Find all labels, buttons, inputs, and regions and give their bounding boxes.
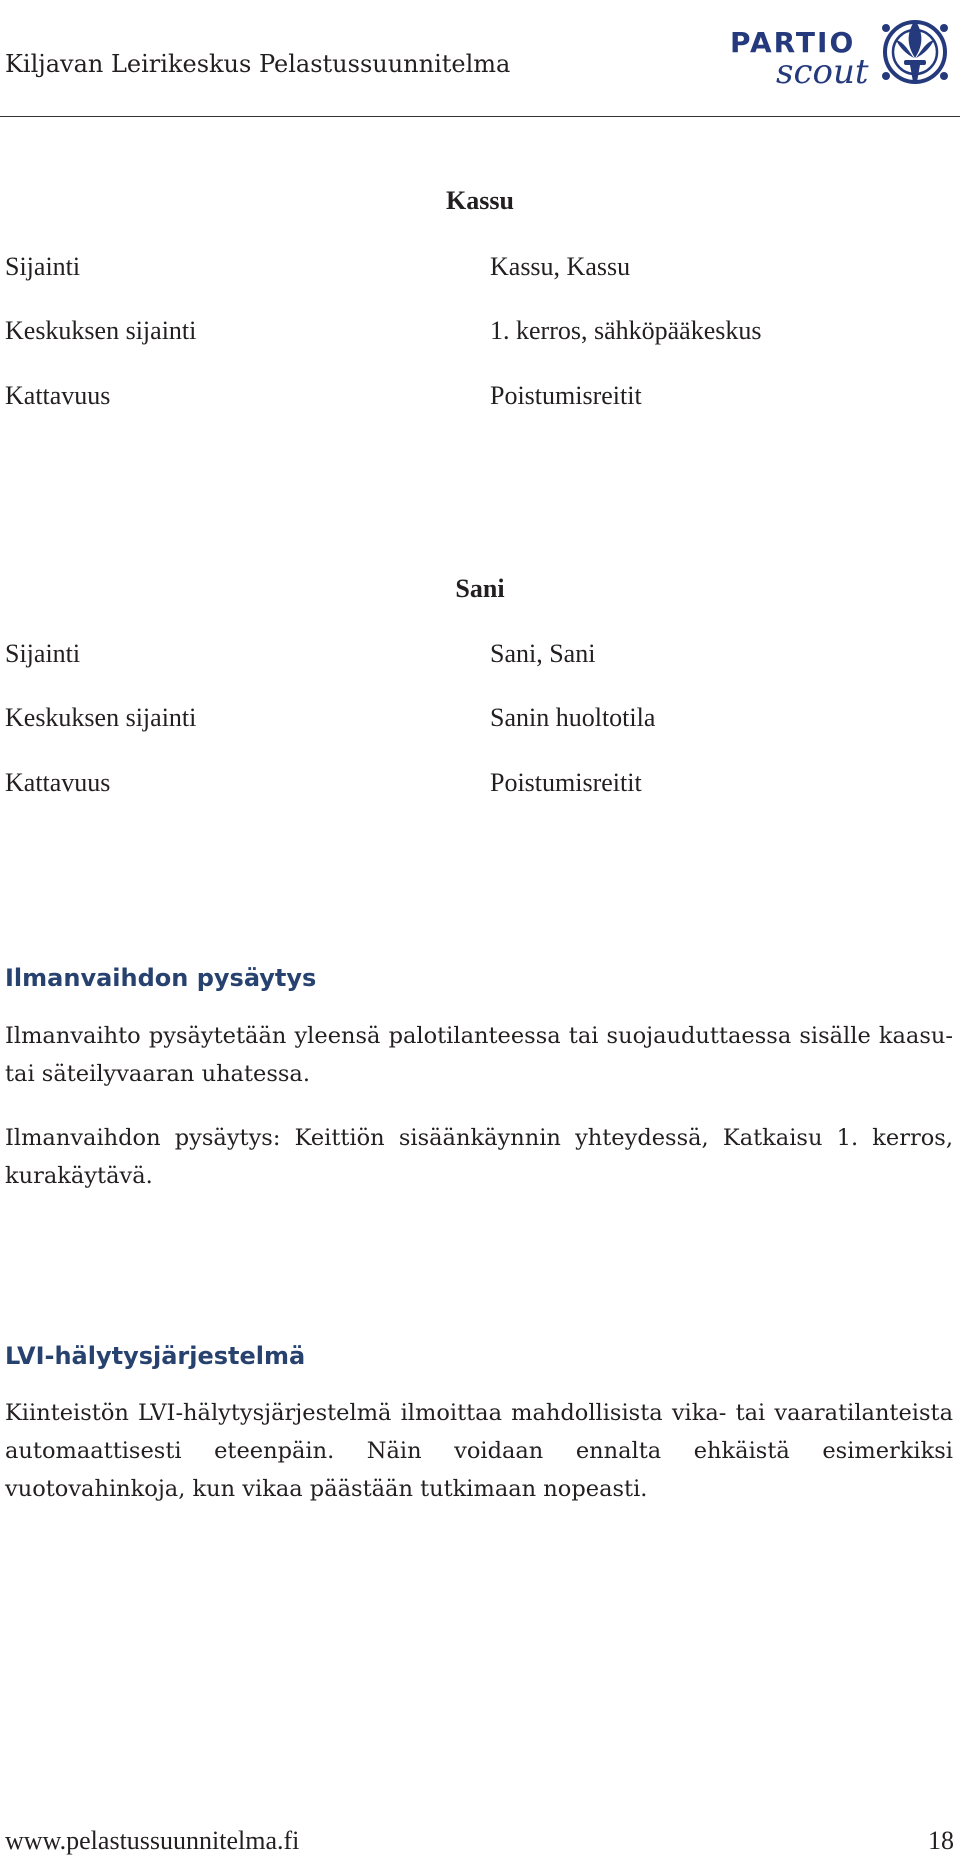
scout-fleur-de-lis-emblem-icon — [874, 6, 956, 96]
document-title: Kiljavan Leirikeskus Pelastussuunnitelma — [5, 50, 511, 78]
kassu-value-keskuksen-sijainti: 1. kerros, sähköpääkeskus — [490, 316, 762, 345]
sani-value-keskuksen-sijainti: Sanin huoltotila — [490, 703, 656, 732]
footer-website-link[interactable]: www.pelastussuunnitelma.fi — [5, 1826, 300, 1855]
logo-word-scout: scout — [776, 52, 869, 92]
sani-value-kattavuus: Poistumisreitit — [490, 768, 642, 797]
ventilation-heading: Ilmanvaihdon pysäytys — [5, 964, 317, 992]
kassu-value-kattavuus: Poistumisreitit — [490, 381, 642, 410]
kassu-label-kattavuus: Kattavuus — [5, 381, 111, 410]
kassu-label-keskuksen-sijainti: Keskuksen sijainti — [5, 316, 197, 345]
centre-heading-kassu: Kassu — [446, 186, 514, 215]
sani-label-sijainti: Sijainti — [5, 639, 81, 668]
lvi-paragraph: Kiinteistön LVI-hälytysjärjestelmä ilmoittaa mahdollisista vika- tai vaaratilanteista automaattisesti eteenpäin. Näin voidaan ennalta ehkäistä esimerkiksi vuotovahinkoja, kun vikaa päästään tutkimaan nopeasti. — [5, 1400, 953, 1502]
centre-heading-sani: Sani — [455, 574, 505, 603]
ventilation-paragraph-2: Ilmanvaihdon pysäytys: Keittiön sisäänkäynnin yhteydessä, Katkaisu 1. kerros, kurakäytävä. — [5, 1125, 953, 1189]
page-header — [0, 0, 960, 117]
kassu-value-sijainti: Kassu, Kassu — [490, 252, 631, 281]
page-number: 18 — [928, 1826, 954, 1855]
sani-value-sijainti: Sani, Sani — [490, 639, 596, 668]
lvi-heading: LVI-hälytysjärjestelmä — [5, 1342, 306, 1370]
sani-label-keskuksen-sijainti: Keskuksen sijainti — [5, 703, 197, 732]
kassu-label-sijainti: Sijainti — [5, 252, 81, 281]
logo-word-partio: PARTIO — [730, 26, 856, 59]
sani-label-kattavuus: Kattavuus — [5, 768, 111, 797]
ventilation-paragraph-1: Ilmanvaihto pysäytetään yleensä palotilanteessa tai suojauduttaessa sisälle kaasu- tai säteilyvaaran uhatessa. — [5, 1023, 953, 1087]
partio-scout-logo — [728, 6, 956, 102]
